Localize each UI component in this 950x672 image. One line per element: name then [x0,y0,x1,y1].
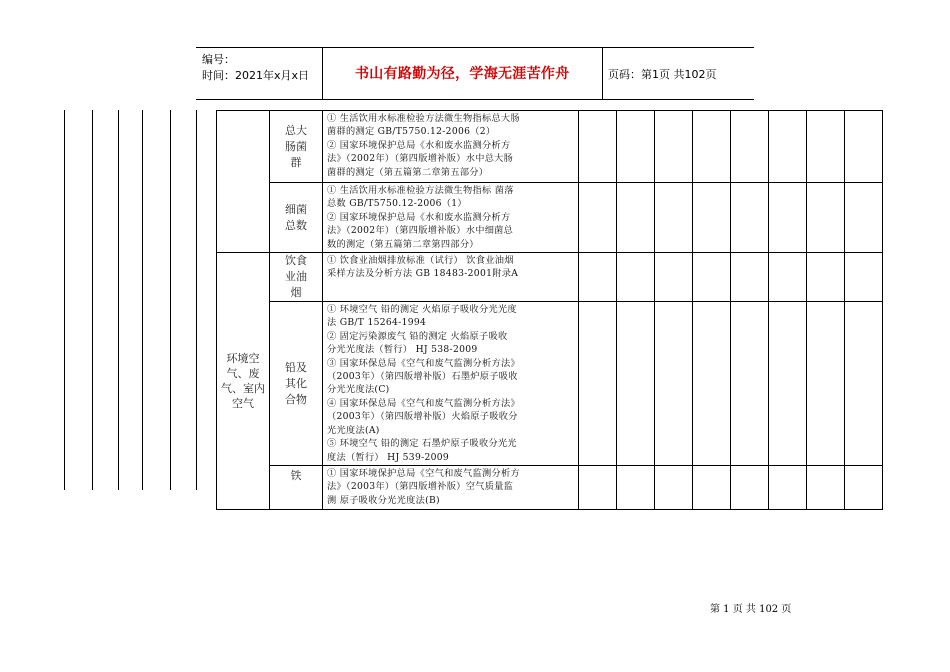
left-column-line [170,110,171,490]
category-name: 环境空气、废气、室内空气 [221,352,265,411]
blank-cell [845,111,883,183]
header-motto: 书山有路勤为径，学海无涯苦作舟 [355,66,570,82]
item-cell [270,183,323,253]
header-divider [322,47,323,100]
method-line: ② 固定污染源废气 铅的测定 火焰原子吸收 [327,330,508,342]
blank-cell [845,253,883,302]
header-bottom-rule [196,99,754,100]
blank-cell [693,302,731,466]
method-line: ③ 国家环保总局《空气和废气监测分析方法》 [327,357,520,369]
blank-cell [807,466,845,510]
blank-cell [807,253,845,302]
blank-cell [617,466,655,510]
method-line: ① 生活饮用水标准检验方法微生物指标总大肠 [327,113,520,124]
blank-cell [731,466,769,510]
blank-cell [731,111,769,183]
blank-cell [693,183,731,253]
left-column-line [118,110,119,490]
method-line: 光光度法(A) [327,424,380,436]
table-row [217,111,883,183]
method-line: ① 生活饮用水标准检验方法微生物指标 菌落 [327,185,514,196]
item-name: 细菌总数 [285,202,307,232]
blank-cell [693,466,731,510]
blank-cell [845,302,883,466]
blank-cell [845,183,883,253]
blank-cell [655,302,693,466]
item-name: 铁 [290,469,302,483]
method-line: ② 国家环境保护总局《水和废水监测分析方 [327,139,511,151]
category-cell [217,253,270,510]
method-line: 采样方法及分析方法 GB 18483-2001附录A [327,268,519,280]
page-footer: 第 1 页 共 102 页 [710,604,792,615]
item-cell [270,253,323,302]
blank-cell [617,302,655,466]
item-cell [270,302,323,466]
item-cell [270,466,323,510]
left-column-line [196,110,197,490]
blank-cell [579,253,617,302]
category-cell-blank [217,111,270,253]
blank-cell [731,183,769,253]
item-name: 铅及其化合物 [285,360,307,406]
method-line: ⑤ 环境空气 铅的测定 石墨炉原子吸收分光光 [327,438,517,450]
method-cell [323,466,579,510]
blank-cell [617,253,655,302]
method-line: 法》（2002年）（第四版增补版）水中细菌总 [327,225,514,237]
table-row [217,466,883,510]
item-name: 总大肠菌群 [285,123,307,169]
method-line: 菌群的测定（第五篇第二章第五部分） [327,166,489,178]
blank-cell [693,253,731,302]
blank-cell [655,466,693,510]
header-divider [602,47,603,100]
method-line: ① 国家环境保护总局《空气和废气监测分析方 [327,468,520,480]
method-line: 法》（2003年）（第四版增补版）空气质量监 [327,481,514,493]
method-line: ① 环境空气 铅的测定 火焰原子吸收分光光度 [327,304,517,316]
page-header [196,47,754,100]
blank-cell [579,302,617,466]
table-row [217,183,883,253]
header-top-rule [196,47,754,48]
blank-cell [769,111,807,183]
blank-cell [731,253,769,302]
method-line: 分光光度法（暂行） HJ 538-2009 [327,344,478,356]
table-row [217,302,883,466]
method-line: 法 GB/T 15264-1994 [327,317,427,329]
table-row [217,253,883,302]
method-line: 度法（暂行） HJ 539-2009 [327,451,450,463]
item-name: 饮食业油烟 [285,254,307,300]
blank-cell [617,111,655,183]
blank-cell [769,302,807,466]
blank-cell [769,253,807,302]
blank-cell [769,183,807,253]
blank-cell [807,183,845,253]
blank-cell [845,466,883,510]
blank-cell [655,111,693,183]
item-cell [270,111,323,183]
method-line: ④ 国家环保总局《空气和废气监测分析方法》 [327,397,520,409]
blank-cell [655,253,693,302]
method-cell [323,302,579,466]
blank-cell [617,183,655,253]
method-line: 测 原子吸收分光光度法(B) [327,494,440,506]
method-line: ① 饮食业油烟排放标准（试行） 饮食业油烟 [327,255,514,267]
blank-cell [769,466,807,510]
method-line: 数的测定（第五篇第二章第四部分） [327,238,479,250]
method-line: （2003年）（第四版增补版）火焰原子吸收分 [327,411,518,423]
blank-cell [731,302,769,466]
blank-cell [807,111,845,183]
left-column-line [64,110,65,490]
method-cell [323,111,579,183]
method-line: ② 国家环境保护总局《水和废水监测分析方 [327,211,511,223]
blank-cell [579,466,617,510]
method-cell [323,183,579,253]
blank-cell [579,111,617,183]
method-line: 菌群的测定 GB/T5750.12-2006（2） [327,126,496,138]
header-page-label: 页码：第1页 共102页 [608,68,717,81]
method-cell [323,253,579,302]
document-date-label: 时间：2021年x月x日 [202,69,310,82]
blank-cell [655,183,693,253]
method-table [216,110,883,510]
method-line: 法》（2002年）（第四版增补版）水中总大肠 [327,153,514,165]
left-column-line [142,110,143,490]
document-number-label: 编号： [202,53,235,66]
blank-cell [579,183,617,253]
blank-cell [693,111,731,183]
method-line: （2003年）（第四版增补版）石墨炉原子吸收 [327,371,518,383]
method-line: 总数 GB/T5750.12-2006（1） [327,198,467,210]
blank-cell [807,302,845,466]
left-column-line [92,110,93,490]
method-line: 分光光度法(C) [327,384,390,396]
